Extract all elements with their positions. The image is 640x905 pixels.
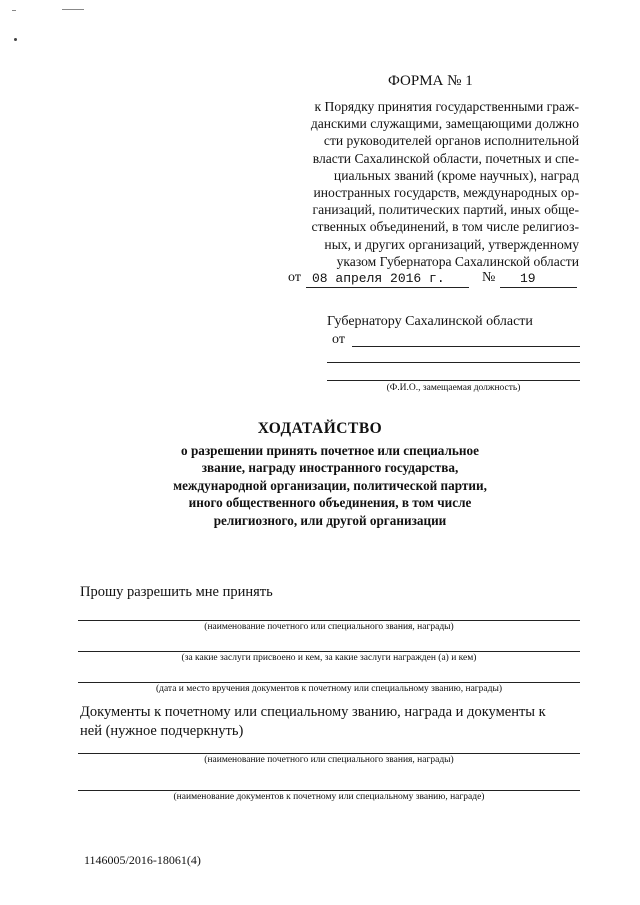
date-place-line[interactable] bbox=[78, 682, 580, 683]
documents-paragraph-line: Документы к почетному или специальному званию, награда и документы к bbox=[80, 704, 546, 720]
applicant-line-1[interactable] bbox=[352, 346, 580, 347]
award-name-line-2[interactable] bbox=[78, 753, 580, 754]
preamble bbox=[283, 98, 579, 270]
subheading-line: звание, награду иностранного государства, bbox=[201, 460, 459, 476]
subheading-line: религиозного, или другой организации bbox=[213, 512, 447, 528]
footer-code: 1146005/2016-18061(4) bbox=[84, 853, 201, 867]
award-name-caption-2: (наименование почетного или специального звания, награды) bbox=[204, 755, 454, 765]
documents-name-line[interactable] bbox=[78, 790, 580, 791]
preamble-line: сти руководителей органов исполнительной bbox=[323, 133, 579, 149]
preamble-line: указом Губернатора Сахалинской области bbox=[336, 253, 579, 269]
form-title: ФОРМА № 1 bbox=[388, 73, 473, 89]
document-heading: ХОДАТАЙСТВО bbox=[257, 420, 383, 437]
award-name-line[interactable] bbox=[78, 620, 580, 621]
documents-name-caption: (наименование документов к почетному или специальному званию, награде) bbox=[173, 792, 485, 802]
preamble-line: иностранных государств, международных ор- bbox=[313, 185, 579, 201]
decree-date: 08 апреля 2016 г. bbox=[312, 271, 445, 286]
scan-speck bbox=[14, 38, 17, 41]
subheading-line: международной организации, политической партии, bbox=[173, 477, 487, 493]
fio-caption: (Ф.И.О., замещаемая должность) bbox=[386, 383, 521, 393]
preamble-line: ганизаций, политических партий, иных обще- bbox=[312, 202, 579, 218]
documents-paragraph-line: ней (нужное подчеркнуть) bbox=[80, 723, 244, 739]
decree-number-label: № bbox=[482, 270, 496, 285]
applicant-line-3[interactable] bbox=[327, 380, 580, 381]
addressee: Губернатору Сахалинской области bbox=[327, 314, 533, 329]
preamble-line: циальных званий (кроме научных), наград bbox=[333, 167, 579, 183]
preamble-line: ственных объединений, в том числе религиоз- bbox=[311, 219, 579, 235]
award-name-caption: (наименование почетного или специального звания, награды) bbox=[204, 622, 454, 632]
applicant-line-2[interactable] bbox=[327, 362, 580, 363]
subheading-line: иного общественного объединения, в том числе bbox=[188, 495, 472, 511]
request-text: Прошу разрешить мне принять bbox=[80, 584, 273, 600]
scan-dash bbox=[62, 9, 84, 10]
preamble-line: власти Сахалинской области, почетных и спе- bbox=[312, 150, 579, 166]
document-subheading bbox=[130, 442, 530, 529]
date-place-caption: (дата и место вручения документов к почетному или специальному званию, награды) bbox=[155, 684, 503, 694]
documents-paragraph bbox=[80, 703, 580, 741]
merits-line[interactable] bbox=[78, 651, 580, 652]
scan-dash bbox=[12, 10, 16, 11]
merits-caption: (за какие заслуги присвоено и кем, за какие заслуги награжден (а) и кем) bbox=[181, 653, 477, 663]
decree-from-label: от bbox=[288, 270, 301, 285]
decree-number-underline bbox=[500, 287, 577, 288]
preamble-line: к Порядку принятия государственными граж- bbox=[314, 99, 579, 114]
decree-date-underline bbox=[306, 287, 469, 288]
preamble-line: ных, и других организаций, утвержденному bbox=[324, 236, 579, 252]
subheading-line: о разрешении принять почетное или специальное bbox=[181, 443, 479, 458]
applicant-from-label: от bbox=[332, 332, 345, 347]
preamble-line: данскими служащими, замещающими должно bbox=[310, 116, 579, 132]
decree-number: 19 bbox=[520, 271, 536, 286]
